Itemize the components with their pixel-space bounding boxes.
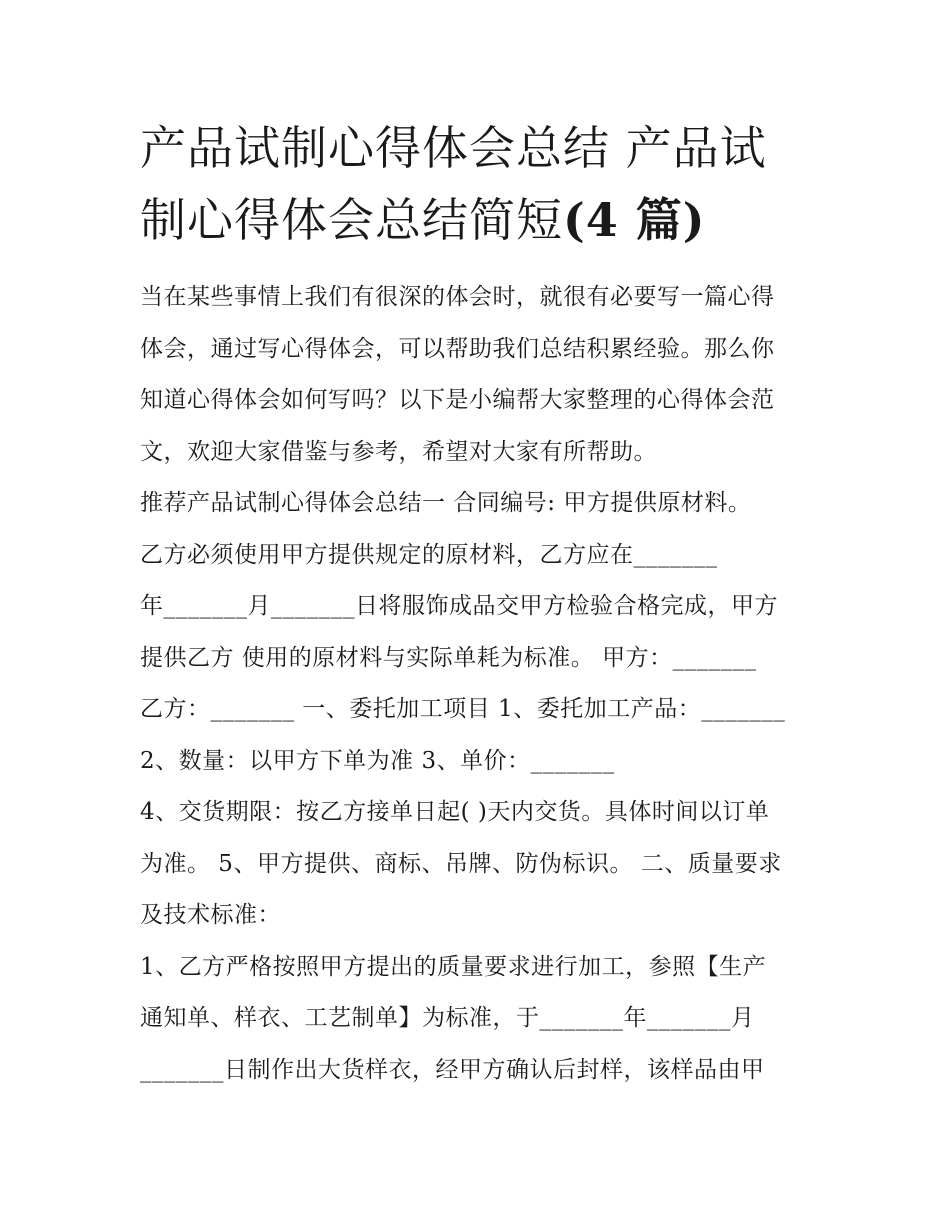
body-line: 文，欢迎大家借鉴与参考，希望对大家有所帮助。 bbox=[140, 438, 657, 465]
title-line-1: 产品试制心得体会总结 产品试 bbox=[140, 121, 767, 175]
body-line: 年_______月_______日将服饰成品交甲方检验合格完成，甲方 bbox=[140, 593, 778, 619]
body-line: 4、交货期限：按乙方接单日起( )天内交货。具体时间以订单 bbox=[140, 799, 770, 825]
body-line: 2、数量：以甲方下单为准 3、单价：_______ bbox=[140, 747, 615, 774]
title-line-2-text: 制心得体会总结简短 bbox=[140, 193, 563, 247]
body-line: 乙方必须使用甲方提供规定的原材料，乙方应在_______ bbox=[140, 541, 718, 568]
body-line: 1、乙方严格按照甲方提出的质量要求进行加工，参照【生产 bbox=[140, 953, 767, 980]
document-title bbox=[140, 112, 820, 256]
body-line: 及技术标准： bbox=[140, 902, 281, 928]
body-line: 提供乙方 使用的原材料与实际单耗为标准。 甲方：_______ bbox=[140, 644, 757, 671]
body-line: _______日制作出大货样衣，经甲方确认后封样，该样品由甲 bbox=[140, 1056, 765, 1083]
title-count: (4 篇) bbox=[563, 193, 706, 247]
body-line: 为准。 5、甲方提供、商标、吊牌、防伪标识。 二、质量要求 bbox=[140, 850, 782, 877]
body-line: 乙方：_______ 一、委托加工项目 1、委托加工产品：_______ bbox=[140, 696, 786, 722]
body-line: 知道心得体会如何写吗？以下是小编帮大家整理的心得体会范 bbox=[140, 387, 775, 413]
body-line: 通知单、样衣、工艺制单】为标准，于_______年_______月 bbox=[140, 1005, 755, 1031]
body-line: 体会，通过写心得体会，可以帮助我们总结积累经验。那么你 bbox=[140, 335, 775, 362]
body-line: 当在某些事情上我们有很深的体会时，就很有必要写一篇心得 bbox=[140, 284, 775, 310]
document-page bbox=[140, 112, 820, 1096]
body-line: 推荐产品试制心得体会总结一 合同编号: 甲方提供原材料。 bbox=[140, 490, 752, 516]
document-body bbox=[140, 272, 820, 1096]
title-line-2 bbox=[140, 193, 706, 247]
